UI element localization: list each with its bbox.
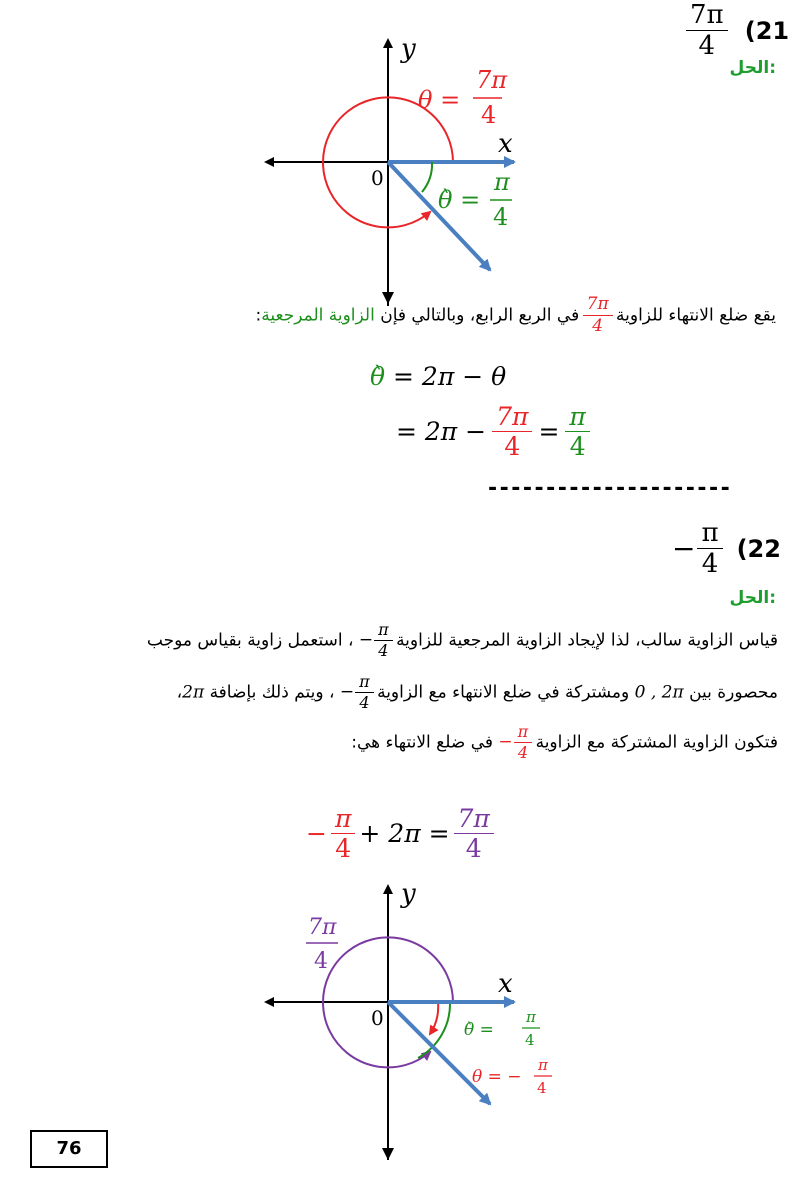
svg-text:4: 4	[493, 203, 509, 231]
x-label: x	[498, 129, 513, 159]
problem-22-header: − $\frac{\pi}{4}$ (22	[672, 518, 781, 579]
problem-21-number: (21	[744, 16, 790, 45]
equation-1: θ̀ = 2π − θ	[370, 362, 507, 391]
svg-text:π: π	[538, 1056, 548, 1074]
problem-21-solution-label: الحل:	[729, 58, 776, 78]
svg-text:4: 4	[537, 1079, 547, 1097]
x-label: x	[498, 969, 513, 999]
problem-22-line-2: محصورة بين 0 , 2π ومشتركة في ضلع الانتهاء مع الزاوية − $\frac{\pi}{4}$ ، ويتم ذلك بإضافة 2π،	[176, 672, 778, 712]
reference-arc	[422, 162, 432, 192]
svg-text:π: π	[494, 168, 510, 196]
reference-angle-term: الزاوية المرجعية	[261, 305, 375, 326]
y-label: y	[401, 34, 416, 64]
origin-label: 0	[371, 166, 384, 190]
purple-angle-num: 7π	[308, 915, 337, 940]
problem-21-statement: يقع ضلع الانتهاء للزاوية $\frac{7\pi}{4}$ في الربع الرابع، وبالتالي فإن الزاوية المرجعية:	[255, 294, 776, 336]
separator: ---------------------	[488, 476, 733, 501]
problem-21-angle: $\frac{7\pi}{4}$	[688, 2, 726, 59]
purple-angle-den: 4	[314, 949, 328, 974]
svg-text:4: 4	[525, 1031, 535, 1049]
problem-22-number: (22	[736, 534, 781, 563]
problem-22-line-1: قياس الزاوية سالب، لذا لإيجاد الزاوية المرجعية للزاوية − $\frac{\pi}{4}$ ، استعمل زاوية بقياس موجب	[146, 620, 778, 660]
terminal-side	[388, 162, 490, 270]
theta-label: θ =	[418, 86, 461, 114]
theta-label: θ = −	[472, 1067, 522, 1087]
problem-22-angle: $\frac{\pi}{4}$	[699, 520, 720, 577]
reference-label: θ̀ =	[464, 1020, 494, 1040]
unit-circle-diagram-21	[258, 30, 538, 310]
svg-text:π: π	[526, 1008, 536, 1026]
inline-fraction: $\frac{7\pi}{4}$	[585, 296, 611, 335]
equation-2: = 2π − $\frac{7\pi}{4}$ = $\frac{\pi}{4}$	[396, 404, 588, 459]
unit-circle-diagram-22	[258, 880, 558, 1170]
problem-22-line-3: فتكون الزاوية المشتركة مع الزاوية − $\frac{\pi}{4}$ في ضلع الانتهاء هي:	[351, 722, 778, 762]
theta-arc	[430, 1002, 438, 1034]
origin-label: 0	[371, 1006, 384, 1030]
terminal-side	[388, 1002, 490, 1104]
svg-text:4: 4	[481, 101, 497, 129]
problem-21-header	[688, 2, 789, 59]
equation-3: − $\frac{\pi}{4}$ + 2π = $\frac{7\pi}{4}$	[306, 806, 492, 861]
svg-text:7π: 7π	[476, 66, 508, 94]
problem-22-solution-label: الحل:	[729, 588, 776, 608]
reference-label: θ̀ =	[438, 186, 481, 214]
page-number: 76	[30, 1130, 108, 1168]
y-label: y	[401, 880, 416, 909]
